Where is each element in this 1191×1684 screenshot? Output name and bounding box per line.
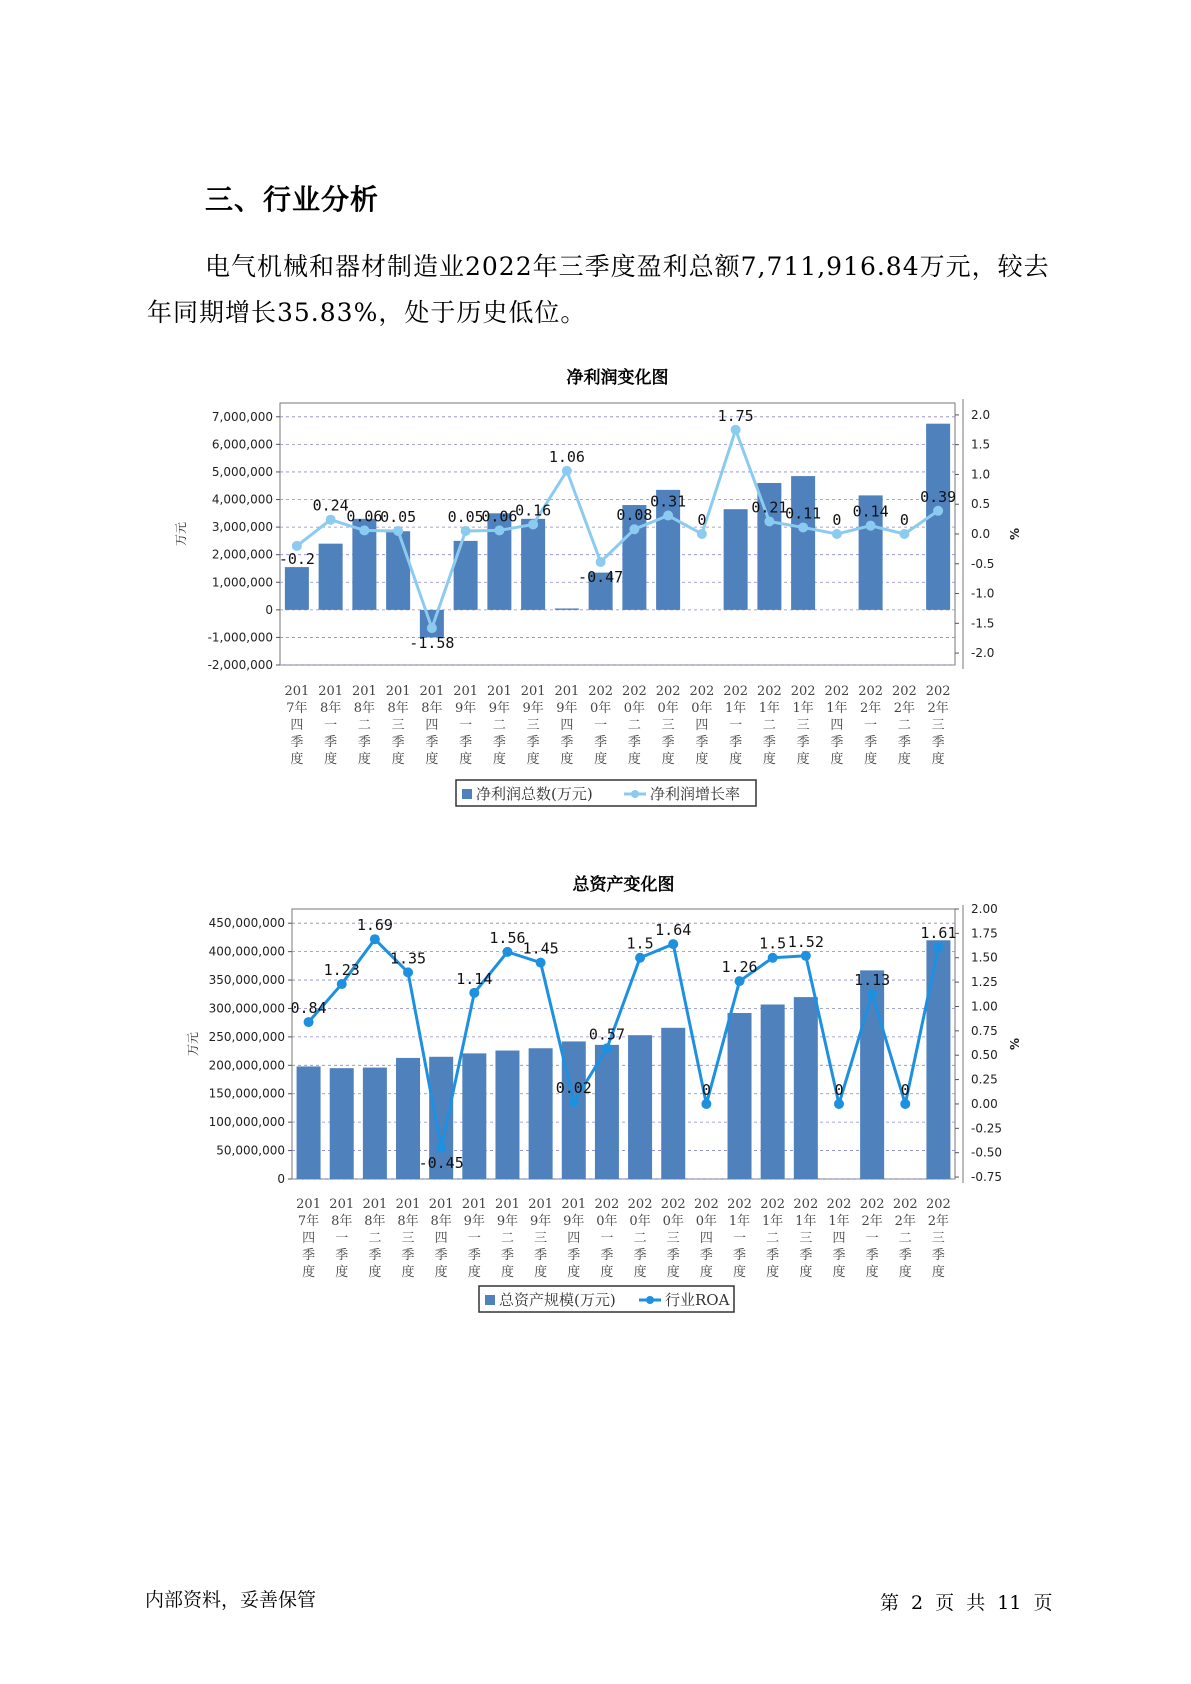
bar <box>724 509 748 610</box>
x-tick-label: 201 8年四季度 <box>428 1197 454 1280</box>
summary-paragraph: 电气机械和器材制造业2022年三季度盈利总额7,711,916.84万元，较去年同期增长35.83%，处于历史低位。 <box>147 252 1050 327</box>
line-point <box>528 519 538 529</box>
y-tick-label: 100,000,000 <box>208 1115 285 1130</box>
data-label: 1.75 <box>717 406 754 425</box>
bar <box>761 1004 785 1179</box>
data-label: 0.14 <box>852 502 889 521</box>
y2-tick-label: 1.75 <box>971 926 998 941</box>
legend-line-marker <box>631 790 639 798</box>
x-tick-label: 201 8年一季度 <box>318 684 344 767</box>
x-tick-label: 202 2年三季度 <box>926 1197 951 1280</box>
data-label: 0.06 <box>481 507 518 526</box>
data-label: 1.23 <box>323 961 360 980</box>
legend-line-label: 行业ROA <box>665 1291 730 1309</box>
data-label: 1.14 <box>456 969 493 988</box>
line-point <box>764 516 774 526</box>
data-label: 1.5 <box>626 934 654 953</box>
data-label: 0.06 <box>346 507 383 526</box>
data-label: 1.13 <box>854 970 891 989</box>
x-tick-label: 201 9年三季度 <box>520 684 546 767</box>
line-point <box>899 529 909 539</box>
y2-tick-label: -1.5 <box>971 616 995 631</box>
line-point <box>337 979 347 989</box>
y2-axis-unit: % <box>1008 527 1022 541</box>
data-label: 1.35 <box>389 949 427 968</box>
data-label: 0.31 <box>650 492 687 511</box>
line-point <box>494 525 504 535</box>
y-tick-label: 4,000,000 <box>211 492 273 507</box>
x-tick-label: 201 8年三季度 <box>395 1197 421 1280</box>
data-label: 0 <box>834 1080 844 1099</box>
y2-tick-label: 0.25 <box>971 1072 998 1087</box>
x-tick-label: 202 1年三季度 <box>793 1197 819 1280</box>
line-point <box>832 529 842 539</box>
y-tick-label: 0 <box>265 602 273 617</box>
line-point <box>933 942 943 952</box>
line-point <box>469 988 479 998</box>
y-tick-label: 450,000,000 <box>208 916 285 931</box>
line-point <box>393 526 403 536</box>
x-tick-label: 201 9年一季度 <box>453 684 479 767</box>
x-tick-label: 201 9年三季度 <box>528 1197 554 1280</box>
bar <box>661 1028 685 1179</box>
y-axis-unit: 万元 <box>186 1031 200 1057</box>
y2-tick-label: -0.50 <box>971 1145 1003 1160</box>
x-tick-label: 202 0年四季度 <box>689 684 715 767</box>
data-label: 1.64 <box>655 921 692 940</box>
y-tick-label: 400,000,000 <box>208 944 285 959</box>
x-tick-label: 202 1年四季度 <box>826 1197 852 1280</box>
data-label: 0.84 <box>290 999 327 1018</box>
legend-line-label: 净利润增长率 <box>650 785 741 803</box>
y-tick-label: 7,000,000 <box>211 409 273 424</box>
data-label: 0 <box>697 511 707 529</box>
y2-tick-label: 0.50 <box>971 1048 998 1063</box>
x-tick-label: 202 1年一季度 <box>723 684 749 767</box>
chart-title: 净利润变化图 <box>566 368 669 388</box>
bar <box>363 1068 387 1179</box>
line-point <box>768 953 778 963</box>
y-tick-label: 50,000,000 <box>216 1143 285 1158</box>
y-tick-label: -1,000,000 <box>207 630 273 645</box>
line-point <box>326 515 336 525</box>
x-tick-label: 202 2年一季度 <box>858 684 884 767</box>
data-label: 0 <box>832 511 842 529</box>
x-tick-label: 201 8年四季度 <box>419 684 445 767</box>
bar <box>555 608 579 609</box>
y2-tick-label: -1.0 <box>971 586 995 601</box>
data-label: 0 <box>900 1080 910 1099</box>
y-tick-label: 3,000,000 <box>211 520 273 535</box>
line-point <box>304 1017 314 1027</box>
y-tick-label: 250,000,000 <box>208 1029 285 1044</box>
y2-tick-label: 0.5 <box>971 497 991 512</box>
data-label: -0.45 <box>418 1153 464 1172</box>
line-point <box>403 967 413 977</box>
line-point <box>731 425 741 435</box>
line-point <box>562 466 572 476</box>
y-axis-unit: 万元 <box>174 521 188 547</box>
line-point <box>933 506 943 516</box>
legend-bar-label: 总资产规模(万元) <box>499 1291 616 1309</box>
y-tick-label: 300,000,000 <box>208 1001 285 1016</box>
x-tick-label: 202 1年四季度 <box>824 684 850 767</box>
x-tick-label: 202 0年二季度 <box>621 684 647 767</box>
x-tick-label: 202 2年二季度 <box>892 1197 918 1280</box>
x-tick-label: 201 8年二季度 <box>362 1197 388 1280</box>
data-label: 0.05 <box>447 508 484 527</box>
bar <box>595 1045 619 1179</box>
bar <box>462 1053 486 1179</box>
legend-bar-swatch <box>485 1295 495 1305</box>
bar <box>319 544 343 610</box>
line-point <box>569 1097 579 1107</box>
y2-tick-label: 1.25 <box>971 975 998 990</box>
y2-tick-label: 1.5 <box>971 437 991 452</box>
x-tick-label: 201 7年四季度 <box>284 684 310 767</box>
data-label: 0.24 <box>312 496 349 515</box>
bar <box>396 1058 420 1179</box>
data-label: -1.58 <box>409 634 455 653</box>
y-tick-label: 5,000,000 <box>211 464 273 479</box>
y-tick-label: 0 <box>277 1172 285 1186</box>
line-point <box>461 526 471 536</box>
x-tick-label: 202 0年三季度 <box>660 1197 686 1280</box>
y-tick-label: 200,000,000 <box>208 1058 285 1073</box>
y-tick-label: 150,000,000 <box>208 1086 285 1101</box>
x-tick-label: 202 0年四季度 <box>693 1197 719 1280</box>
line-point <box>798 522 808 532</box>
legend-bar-label: 净利润总数(万元) <box>476 785 593 803</box>
x-tick-label: 202 0年一季度 <box>594 1197 620 1280</box>
y2-tick-label: 1.50 <box>971 950 998 965</box>
x-tick-label: 202 2年一季度 <box>859 1197 885 1280</box>
data-label: 0.21 <box>751 498 788 517</box>
bar <box>794 997 818 1179</box>
y-tick-label: 2,000,000 <box>211 547 273 562</box>
y2-tick-label: 2.0 <box>971 407 991 422</box>
y2-tick-label: -0.75 <box>971 1170 1003 1185</box>
line-point <box>629 524 639 534</box>
bar <box>495 1051 519 1179</box>
x-tick-label: 201 9年一季度 <box>461 1197 487 1280</box>
line-point <box>697 529 707 539</box>
data-label: 0.39 <box>920 487 957 506</box>
x-tick-label: 201 9年四季度 <box>561 1197 587 1280</box>
x-tick-label: 201 9年二季度 <box>495 1197 520 1280</box>
net-profit-chart <box>0 355 1191 825</box>
bar <box>860 970 884 1179</box>
data-label: 0.11 <box>785 504 822 523</box>
line-point <box>596 557 606 567</box>
line-point <box>370 934 380 944</box>
y2-tick-label: 2.00 <box>971 902 998 916</box>
x-tick-label: 202 1年三季度 <box>790 684 816 767</box>
bar <box>529 1048 553 1179</box>
y-tick-label: -2,000,000 <box>207 658 273 672</box>
x-tick-label: 202 2年二季度 <box>891 684 917 767</box>
data-label: -0.47 <box>578 567 624 586</box>
section-heading: 三、行业分析 <box>205 183 380 216</box>
y2-tick-label: 1.0 <box>971 467 991 482</box>
line-point <box>663 511 673 521</box>
chart-title: 总资产变化图 <box>572 875 675 895</box>
y2-tick-label: -0.5 <box>971 556 995 571</box>
bar <box>728 1013 752 1179</box>
data-label: 0.08 <box>616 506 653 525</box>
y2-axis-unit: % <box>1008 1037 1022 1051</box>
data-label: 0 <box>701 1080 711 1099</box>
bar <box>791 476 815 610</box>
line-point <box>359 525 369 535</box>
y-tick-label: 350,000,000 <box>208 973 285 988</box>
bar <box>285 567 309 610</box>
line-point <box>668 939 678 949</box>
bar <box>330 1068 354 1179</box>
y2-tick-label: 0.0 <box>971 527 991 541</box>
x-tick-label: 202 0年三季度 <box>655 684 681 767</box>
y-tick-label: 1,000,000 <box>211 575 273 590</box>
x-tick-label: 202 0年二季度 <box>627 1197 653 1280</box>
data-label: 1.06 <box>548 447 585 466</box>
line-point <box>502 947 512 957</box>
data-label: 0.02 <box>555 1078 592 1097</box>
data-label: 1.61 <box>920 924 957 943</box>
line-point <box>900 1099 910 1109</box>
data-label: 1.69 <box>356 916 393 935</box>
data-label: 1.52 <box>787 932 824 951</box>
data-label: 1.56 <box>489 928 526 947</box>
data-label: 0.16 <box>515 501 552 520</box>
line-point <box>427 623 437 633</box>
bar <box>521 519 545 610</box>
total-assets-chart <box>0 855 1191 1325</box>
x-tick-label: 202 1年一季度 <box>727 1197 752 1280</box>
data-label: -0.2 <box>278 549 315 568</box>
x-tick-label: 201 9年二季度 <box>486 684 512 767</box>
x-tick-label: 202 2年三季度 <box>925 684 951 767</box>
line-point <box>701 1099 711 1109</box>
data-label: 1.26 <box>721 958 758 977</box>
y2-tick-label: -2.0 <box>971 646 995 661</box>
line-point <box>436 1143 446 1153</box>
x-tick-label: 202 0年一季度 <box>588 684 614 767</box>
x-tick-label: 201 8年二季度 <box>351 684 377 767</box>
data-label: 0 <box>899 511 909 529</box>
y-tick-label: 6,000,000 <box>211 437 273 452</box>
footer-page-number: 第 2 页 共 11 页 <box>880 1592 1053 1614</box>
line-point <box>801 951 811 961</box>
x-tick-label: 201 8年三季度 <box>385 684 411 767</box>
line-point <box>866 521 876 531</box>
footer-confidential: 内部资料，妥善保管 <box>145 1589 317 1611</box>
bar <box>297 1066 321 1179</box>
y2-tick-label: 0.75 <box>971 1023 998 1038</box>
y2-tick-label: -0.25 <box>971 1121 1003 1136</box>
x-tick-label: 201 7年四季度 <box>296 1197 321 1280</box>
line-point <box>602 1043 612 1053</box>
x-tick-label: 201 9年四季度 <box>554 684 580 767</box>
y2-tick-label: 0.00 <box>971 1096 998 1111</box>
line-point <box>635 953 645 963</box>
bar <box>386 531 410 610</box>
plot-area <box>280 403 955 665</box>
data-label: 1.5 <box>759 934 787 953</box>
x-tick-label: 202 1年二季度 <box>756 684 782 767</box>
line-point <box>735 976 745 986</box>
y2-tick-label: 1.00 <box>971 999 998 1014</box>
data-label: 0.05 <box>380 508 417 527</box>
data-label: 1.45 <box>522 939 559 958</box>
x-tick-label: 201 8年一季度 <box>329 1197 355 1280</box>
line-point <box>536 958 546 968</box>
data-label: 0.57 <box>588 1025 625 1044</box>
bar <box>628 1035 652 1179</box>
x-tick-label: 202 1年二季度 <box>760 1197 786 1280</box>
legend-bar-swatch <box>462 789 472 799</box>
line-point <box>834 1099 844 1109</box>
legend-line-marker <box>646 1296 654 1304</box>
bar <box>926 940 950 1179</box>
line-point <box>867 989 877 999</box>
